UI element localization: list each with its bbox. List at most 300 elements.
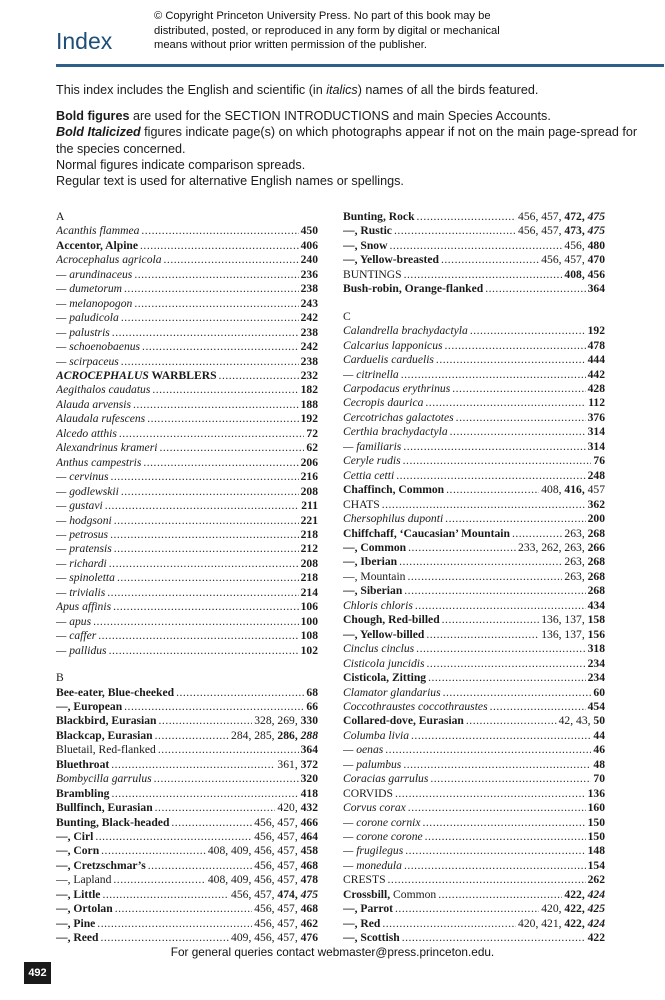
intro-bold-figures [56, 108, 656, 124]
intro-bold-italic-text: figures indicate page(s) on which photographs appear if not on the main page-spread for the species concerned. [56, 125, 638, 156]
index-entry [56, 743, 318, 757]
index-entry [56, 340, 318, 354]
entry-pages: 420, 422, 425 [541, 902, 605, 916]
entry-name: Carpodacus erythrinus [343, 381, 451, 395]
index-entry [343, 512, 605, 526]
intro-regular-text: Regular text is used for alternative English names or spellings. [56, 174, 404, 189]
entry-name: Cinclus cinclus [343, 642, 415, 656]
leader-dots [445, 339, 586, 353]
leader-dots [155, 801, 276, 815]
index-entry [56, 816, 318, 830]
entry-name: —, European [56, 699, 123, 713]
leader-dots [154, 772, 299, 786]
index-entry [343, 411, 605, 425]
index-entry [56, 398, 318, 412]
entry-name: — richardi [56, 556, 107, 570]
entry-name: —, Yellow-breasted [343, 253, 439, 267]
index-entry [343, 224, 605, 238]
entry-name: — hodgsoni [56, 513, 112, 527]
leader-dots [445, 512, 585, 526]
entry-pages: 46 [593, 743, 605, 757]
index-entry [343, 239, 605, 253]
copyright-notice: © Copyright Princeton University Press. No part of this book may be distributed, posted, or reproduced in any form by digital or mechanical means without prior written permission of the publisher. [154, 10, 500, 51]
entry-pages: 211 [301, 499, 318, 513]
leader-dots [404, 268, 563, 282]
entry-name: CORVIDS [343, 786, 393, 800]
leader-dots [442, 613, 540, 627]
index-entry [343, 210, 605, 224]
leader-dots [395, 902, 539, 916]
index-entry [56, 239, 318, 253]
entry-pages: 434 [587, 598, 605, 612]
leader-dots [382, 498, 586, 512]
entry-name: Apus affinis [56, 600, 112, 614]
leader-dots [450, 425, 586, 439]
entry-pages: 408, 409, 456, 457, 458 [207, 844, 318, 858]
leader-dots [112, 326, 299, 340]
entry-pages: 234 [587, 656, 605, 670]
index-entry [343, 642, 605, 656]
leader-dots [121, 485, 299, 499]
entry-name: Blackbird, Eurasian [56, 714, 157, 728]
index-entry [56, 297, 318, 311]
entry-pages: 422 [587, 931, 605, 945]
index-entry [343, 787, 605, 801]
entry-name: ACROCEPHALUS WARBLERS [56, 368, 217, 382]
entry-name: —, Ortolan [56, 902, 113, 916]
entry-name: —, Rustic [343, 224, 392, 238]
index-entry [343, 454, 605, 468]
entry-name: Chiffchaff, ‘Caucasian’ Mountain [343, 526, 510, 540]
leader-dots [417, 210, 517, 224]
leader-dots [121, 355, 299, 369]
leader-dots [490, 700, 586, 714]
entry-name: — palumbus [343, 757, 402, 771]
entry-pages: 218 [300, 571, 318, 585]
entry-pages: 408, 416, 457 [541, 483, 605, 497]
index-entry [343, 282, 605, 296]
entry-pages: 456, 457, 466 [254, 815, 318, 829]
index-entry [343, 382, 605, 396]
leader-dots [142, 340, 299, 354]
entry-pages: 263, 268 [564, 555, 605, 569]
leader-dots [512, 527, 562, 541]
index-entry [343, 339, 605, 353]
leader-dots [485, 282, 585, 296]
index-entry [343, 469, 605, 483]
entry-pages: 216 [300, 470, 318, 484]
leader-dots [97, 917, 252, 931]
entry-name: — frugilegus [343, 844, 404, 858]
leader-dots [105, 499, 300, 513]
leader-dots [446, 483, 539, 497]
index-column-right [343, 210, 605, 946]
entry-name: —, Reed [56, 931, 99, 945]
intro-bold-italic [56, 124, 656, 156]
index-entry [343, 700, 605, 714]
entry-name: Bombycilla garrulus [56, 772, 152, 786]
entry-name: Blackcap, Eurasian [56, 728, 153, 742]
entry-pages: 72 [306, 426, 318, 440]
index-entry [56, 600, 318, 614]
leader-dots [101, 931, 230, 945]
leader-dots [407, 570, 562, 584]
entry-name: — corone corone [343, 830, 423, 844]
entry-pages: 238 [300, 354, 318, 368]
index-entry [343, 368, 605, 382]
entry-pages: 188 [300, 397, 318, 411]
entry-pages: 212 [300, 542, 318, 556]
index-entry [343, 425, 605, 439]
entry-pages: 102 [300, 643, 318, 657]
index-entry [56, 586, 318, 600]
entry-pages: 314 [587, 425, 605, 439]
entry-name: — spinoletta [56, 571, 115, 585]
leader-dots [141, 224, 298, 238]
index-entry [343, 686, 605, 700]
entry-pages: 456, 457, 470 [541, 253, 605, 267]
entry-name: Cettia cetti [343, 468, 395, 482]
leader-dots [408, 541, 516, 555]
entry-pages: 150 [587, 815, 605, 829]
leader-dots [109, 557, 299, 571]
entry-pages: 444 [587, 353, 605, 367]
entry-pages: 154 [587, 858, 605, 872]
index-entry [56, 369, 318, 383]
entry-pages: 76 [593, 454, 605, 468]
entry-pages: 318 [587, 642, 605, 656]
entry-pages: 263, 268 [564, 569, 605, 583]
page-title: Index [56, 28, 113, 54]
entry-name: Acrocephalus agricola [56, 253, 162, 267]
entry-pages: 206 [300, 455, 318, 469]
entry-pages: 450 [300, 224, 318, 238]
leader-dots [110, 470, 298, 484]
entry-pages: 208 [300, 556, 318, 570]
index-entry [343, 555, 605, 569]
entry-pages: 214 [300, 585, 318, 599]
entry-pages: 418 [300, 786, 318, 800]
leader-dots [470, 324, 586, 338]
index-entry [56, 859, 318, 873]
entry-pages: 454 [587, 699, 605, 713]
entry-name: — godlewskii [56, 484, 119, 498]
section-letter-b: B [56, 671, 64, 685]
entry-pages: 456, 457, 473, 475 [518, 224, 605, 238]
entry-name: —, Cretzschmar’s [56, 858, 146, 872]
index-entry [56, 268, 318, 282]
index-entry [343, 729, 605, 743]
index-column-left [56, 210, 318, 946]
index-entry [56, 557, 318, 571]
title-rule [56, 64, 664, 67]
leader-dots [388, 873, 586, 887]
entry-name: — caffer [56, 629, 97, 643]
leader-dots [456, 411, 586, 425]
entry-name: — oenas [343, 743, 384, 757]
index-entry [56, 311, 318, 325]
leader-dots [110, 528, 299, 542]
leader-dots [438, 888, 562, 902]
index-entry [343, 628, 605, 642]
leader-dots [171, 816, 252, 830]
entry-name: Coracias garrulus [343, 772, 429, 786]
entry-name: —, Red [343, 916, 381, 930]
entry-pages: 232 [300, 368, 318, 382]
entry-name: Calcarius lapponicus [343, 338, 443, 352]
entry-pages: 136, 137, 158 [541, 613, 605, 627]
index-entry [343, 527, 605, 541]
entry-name: Clamator glandarius [343, 685, 441, 699]
leader-dots [423, 816, 586, 830]
entry-pages: 66 [306, 699, 318, 713]
intro-bold-italic-term: Bold Italicized [56, 125, 141, 140]
entry-pages: 68 [306, 685, 318, 699]
index-entry [343, 772, 605, 786]
entry-name: — gustavi [56, 499, 103, 513]
entry-pages: 420, 421, 422, 424 [518, 916, 605, 930]
leader-dots [441, 253, 539, 267]
leader-dots [466, 714, 557, 728]
entry-name: Bluetail, Red-flanked [56, 743, 156, 757]
entry-pages: 314 [587, 439, 605, 453]
index-entry [56, 686, 318, 700]
entry-pages: 248 [587, 468, 605, 482]
entry-pages: 233, 262, 263, 266 [518, 540, 605, 554]
entry-name: Accentor, Alpine [56, 238, 139, 252]
leader-dots [101, 844, 206, 858]
entry-name: — schoenobaenus [56, 340, 141, 354]
entry-pages: 263, 268 [564, 526, 605, 540]
entry-name: —, Snow [343, 238, 388, 252]
leader-dots [140, 239, 299, 253]
leader-dots [155, 729, 229, 743]
leader-dots [399, 555, 562, 569]
leader-dots [109, 644, 299, 658]
entry-pages: 478 [587, 338, 605, 352]
entry-name: Bee-eater, Blue-cheeked [56, 685, 175, 699]
entry-pages: 48 [593, 757, 605, 771]
entry-name: CHATS [343, 497, 380, 511]
leader-dots [159, 441, 304, 455]
index-entry [343, 758, 605, 772]
entry-name: Cisticola juncidis [343, 656, 425, 670]
leader-dots [443, 686, 592, 700]
entry-pages: 192 [300, 412, 318, 426]
entry-pages: 409, 456, 457, 476 [231, 931, 318, 945]
index-entry [343, 353, 605, 367]
entry-name: —, Siberian [343, 584, 403, 598]
leader-dots [143, 456, 298, 470]
index-entry [56, 253, 318, 267]
entry-name: — trivialis [56, 585, 106, 599]
entry-pages: 238 [300, 282, 318, 296]
entry-pages: 136, 137, 156 [541, 627, 605, 641]
leader-dots [402, 931, 586, 945]
entry-pages: 108 [300, 629, 318, 643]
index-entry [56, 902, 318, 916]
index-entry [343, 584, 605, 598]
intro-bold-figures-text: are used for the SECTION INTRODUCTIONS and main Species Accounts. [129, 109, 551, 124]
entry-pages: 234 [587, 671, 605, 685]
index-entry [343, 253, 605, 267]
entry-name: Collared-dove, Eurasian [343, 714, 464, 728]
entry-name: CRESTS [343, 873, 386, 887]
leader-dots [119, 427, 305, 441]
entry-name: — arundinaceus [56, 267, 133, 281]
index-entry [56, 470, 318, 484]
entry-pages: 160 [587, 801, 605, 815]
entry-name: — pallidus [56, 643, 107, 657]
leader-dots [95, 830, 252, 844]
index-entry [56, 931, 318, 945]
leader-dots [124, 700, 304, 714]
leader-dots [411, 729, 591, 743]
leader-dots [159, 714, 253, 728]
entry-name: —, Iberian [343, 555, 398, 569]
entry-name: —, Yellow-billed [343, 627, 425, 641]
leader-dots [147, 412, 298, 426]
index-entry [56, 787, 318, 801]
index-entry [343, 396, 605, 410]
entry-name: —, Cirl [56, 830, 94, 844]
entry-name: Chaffinch, Common [343, 483, 445, 497]
leader-dots [102, 888, 229, 902]
entry-name: — melanopogon [56, 296, 133, 310]
leader-dots [148, 859, 253, 873]
index-entry [56, 282, 318, 296]
leader-dots [404, 584, 585, 598]
entry-name: — pratensis [56, 542, 112, 556]
index-entry [343, 483, 605, 497]
entry-name: Bunting, Rock [343, 210, 415, 223]
leader-dots [134, 268, 298, 282]
index-entry [343, 902, 605, 916]
leader-dots [404, 859, 586, 873]
leader-dots [124, 282, 299, 296]
leader-dots [425, 830, 586, 844]
index-entry [56, 456, 318, 470]
entry-pages: 376 [587, 410, 605, 424]
index-entry [343, 859, 605, 873]
index-entry [343, 440, 605, 454]
index-entry [56, 499, 318, 513]
entry-name: —, Mountain [343, 569, 406, 583]
index-entry [343, 671, 605, 685]
leader-dots [428, 671, 586, 685]
index-entry [343, 714, 605, 728]
index-entry [343, 917, 605, 931]
leader-dots [134, 297, 298, 311]
entry-name: Bullfinch, Eurasian [56, 801, 153, 815]
index-entry [56, 441, 318, 455]
index-entry [343, 541, 605, 555]
index-entry [56, 571, 318, 585]
entry-name: —, Pine [56, 916, 96, 930]
index-introduction [56, 82, 656, 189]
entry-name: Alcedo atthis [56, 426, 117, 440]
entry-name: Brambling [56, 786, 110, 800]
index-entry [56, 714, 318, 728]
entry-pages: 112 [588, 396, 605, 410]
entry-pages: 208 [300, 484, 318, 498]
entry-name: Columba livia [343, 728, 410, 742]
leader-dots [430, 772, 591, 786]
entry-pages: 182 [300, 383, 318, 397]
leader-dots [176, 686, 304, 700]
entry-name: Alauda arvensis [56, 397, 132, 411]
leader-dots [394, 224, 516, 238]
entry-pages: 42, 43, 50 [558, 714, 605, 728]
index-entry [56, 542, 318, 556]
index-entry [343, 743, 605, 757]
index-entry [343, 498, 605, 512]
entry-pages: 364 [587, 282, 605, 296]
index-entry [56, 801, 318, 815]
index-entry [56, 224, 318, 238]
entry-name: Anthus campestris [56, 455, 142, 469]
index-entry [56, 629, 318, 643]
entry-name: Crossbill, Common [343, 887, 437, 901]
index-entry [343, 570, 605, 584]
entry-name: Cisticola, Zitting [343, 671, 427, 685]
entry-pages: 408, 456 [564, 267, 605, 281]
entry-pages: 406 [300, 238, 318, 252]
section-gap [56, 658, 318, 671]
index-entry [343, 931, 605, 945]
entry-name: — dumetorum [56, 282, 123, 296]
entry-pages: 442 [587, 367, 605, 381]
leader-dots [403, 454, 592, 468]
index-entry [56, 383, 318, 397]
leader-dots [164, 253, 299, 267]
leader-dots [395, 787, 586, 801]
intro-normal-figures: Normal figures indicate comparison spreads. [56, 157, 306, 172]
entry-pages: 268 [587, 584, 605, 598]
entry-pages: 361, 372 [277, 757, 318, 771]
section-letter-a: A [56, 210, 65, 223]
index-entry [56, 514, 318, 528]
index-entry [56, 326, 318, 340]
entry-pages: 236 [300, 267, 318, 281]
index-entry [56, 485, 318, 499]
entry-name: BUNTINGS [343, 267, 402, 281]
entry-name: Acanthis flammea [56, 224, 140, 238]
entry-pages: 320 [300, 772, 318, 786]
leader-dots [121, 311, 299, 325]
entry-name: Bluethroat [56, 757, 110, 771]
entry-name: — apus [56, 614, 92, 628]
index-entry [56, 729, 318, 743]
entry-name: Chough, Red-billed [343, 613, 440, 627]
leader-dots [114, 514, 299, 528]
entry-pages: 238 [300, 325, 318, 339]
index-entry [343, 613, 605, 627]
entry-name: — palustris [56, 325, 110, 339]
index-entry [56, 412, 318, 426]
index-entry [343, 844, 605, 858]
leader-dots [152, 383, 298, 397]
entry-name: —, Common [343, 540, 407, 554]
entry-pages: 70 [593, 772, 605, 786]
entry-pages: 284, 285, 286, 288 [231, 728, 318, 742]
entry-name: —, Parrot [343, 902, 394, 916]
entry-pages: 364 [300, 743, 318, 757]
entry-name: — monedula [343, 858, 402, 872]
entry-name: Calandrella brachydactyla [343, 324, 468, 338]
leader-dots [425, 396, 586, 410]
entry-name: Ceryle rudis [343, 454, 401, 468]
